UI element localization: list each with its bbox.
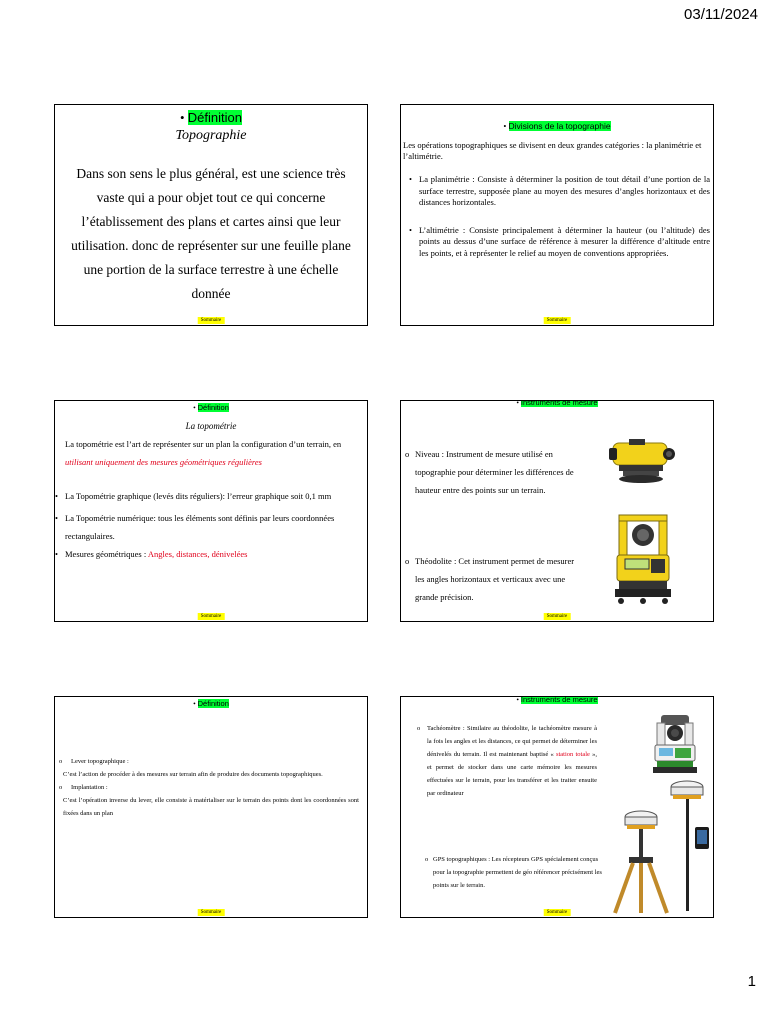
list-item-theodolite: o Théodolite : Cet instrument permet de mesurer les angles horizontaux et verticaux avec une grande précision. — [405, 556, 575, 602]
list-item: • Mesures géométriques : Angles, distances, dénivelées — [55, 549, 248, 559]
page-number: 1 — [747, 973, 756, 990]
slide-subheading: Topographie — [175, 128, 247, 143]
slide-heading: • Instruments de mesure — [516, 400, 598, 407]
sommaire-button[interactable]: Sommaire — [198, 909, 225, 916]
slide-body: Dans son sens le plus général, est une science très vaste qui a pour objet tout ce qui concerne l’établissement des plans et cartes ainsi que leur utilisation. donc de représenter sur une feuille plane une portion de la surface terrestre à une échelle donnée — [71, 166, 351, 301]
sommaire-button[interactable]: Sommaire — [198, 613, 225, 620]
list-item: • La Topométrie numérique: tous les éléments sont définis par leurs coordonnées rectangulaires. — [55, 513, 335, 541]
heading-highlight: Définition — [197, 403, 229, 412]
list-item-gps: o GPS topographiques : Les récepteurs GPS spécialement conçus pour la topographie permettent de géo référencer précisément les points sur le terrain. — [425, 856, 602, 889]
slide-heading: • Instruments de mesure — [516, 696, 598, 704]
slide-intro: Les opérations topographiques se divisent en deux grandes catégories : la planimétrie et l’altimétrie. — [403, 140, 702, 161]
slide-topometrie — [54, 400, 368, 622]
slide-divisions-topographie — [400, 104, 714, 326]
level-instrument-image — [607, 435, 677, 485]
list-item: • L’altimétrie : Consiste principalement à déterminer la hauteur (ou l’altitude) des points au dessus d’une surface de référence à mesurer la différence d’altitude entre les points, et à représenter le relief au moyen de conventions appropriées. — [409, 224, 710, 258]
heading-highlight: Définition — [187, 110, 242, 125]
sommaire-button[interactable]: Sommaire — [544, 317, 571, 324]
theodolite-image — [613, 513, 673, 605]
list-item-niveau: o Niveau : Instrument de mesure utilisé en topographie pour déterminer les différences de hauteur entre des points sur un terrain. — [405, 449, 574, 495]
lever-section: o Lever topographique : C’est l’action de procéder à des mesures sur terrain afin de produire des documents topographiques. o Implantation : C’est l’opération inverse du lever, elle consiste à matérialiser sur le terrain des points dont les coordonnées sont fixées dans un plan — [59, 758, 359, 817]
slide-lever-implantation — [54, 696, 368, 918]
slide-instruments-mesure-1 — [400, 400, 714, 622]
slide-intro: La topométrie est l’art de représenter sur un plan la configuration d’un terrain, en utilisant uniquement des mesures géométriques régulières — [65, 439, 342, 467]
gps-receiver-image — [611, 777, 714, 915]
heading-highlight: Instruments de mesure — [520, 696, 598, 704]
slide-heading: • Définition — [193, 403, 229, 412]
sommaire-button[interactable]: Sommaire — [544, 613, 571, 620]
sommaire-button[interactable]: Sommaire — [544, 909, 571, 916]
heading-highlight: Définition — [197, 699, 229, 708]
slide-subheading: La topométrie — [185, 421, 237, 431]
list-item: • La Topométrie graphique (levés dits réguliers): l’erreur graphique soit 0,1 mm — [55, 491, 332, 501]
slide-heading: • Définition — [179, 110, 242, 125]
print-date: 03/11/2024 — [684, 6, 758, 23]
heading-highlight: Divisions de la topographie — [508, 121, 611, 131]
list-item: • La planimétrie : Consiste à déterminer la position de tout détail d’une portion de la surface terrestre, supposée plane au moyen des mesures d’angles horizontaux et des distances horizontales. — [409, 174, 710, 207]
heading-highlight: Instruments de mesure — [520, 400, 598, 407]
total-station-image — [647, 713, 703, 775]
sommaire-button[interactable]: Sommaire — [198, 317, 225, 324]
slide-heading: • Définition — [193, 699, 229, 708]
slide-instruments-mesure-2 — [400, 696, 714, 918]
slide-definition-topographie — [54, 104, 368, 326]
slide-heading: • Divisions de la topographie — [503, 121, 611, 131]
list-item-tacheometre: o Tachéomètre : Similaire au théodolite, le tachéomètre mesure à la fois les angles et les distances, ce qui permet de déterminer les dénivelés du terrain. Il est maintenant baptisé « station totale », et permet de stocker dans une carte mémoire les mesures effectuées sur le terrain, pour les transférer et les traiter ensuite par ordinateur — [417, 725, 597, 797]
